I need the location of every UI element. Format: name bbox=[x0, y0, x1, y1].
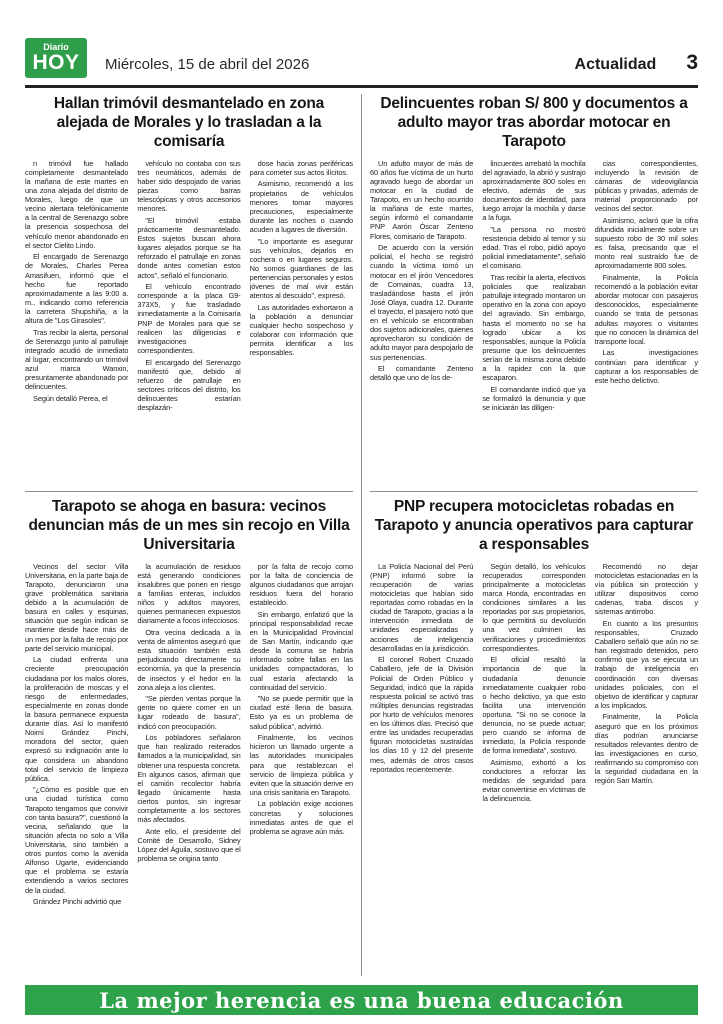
article-column bbox=[370, 159, 473, 488]
article-column bbox=[25, 562, 128, 973]
left-column-half bbox=[25, 92, 353, 976]
paragraph: El coronel Robert Cruzado Caballero, jefe de la División Policial de Orden Público y Seguridad, indicó que la rápida respuesta policial se activó tras múltiples denuncias registradas por hurto de vehículos menores en los últimos días. Precisó que entre las unidades recuperadas figuran motocicletas sustraídas los días 10 y 12 del presente mes, además de otros casos reportados recientemente. bbox=[370, 655, 474, 774]
article-column bbox=[595, 562, 698, 973]
right-column-half bbox=[370, 92, 698, 976]
paragraph: El comandante indicó que ya se formalizó la denuncia y que se iniciarán las diligen- bbox=[482, 384, 586, 413]
article-column bbox=[137, 562, 240, 973]
article-headline: Delincuentes roban S/ 800 y documentos a adulto mayor tras abordar motocar en Tarapoto bbox=[380, 95, 688, 150]
paragraph: Otra vecina dedicada a la venta de alimentos aseguró que esta situación también está perjudicando directamente su economía, ya que la presencia de insectos y el hedor en la zona aleja a los clientes. bbox=[137, 627, 241, 692]
paragraph: De acuerdo con la versión policial, el hecho se registró cuando la víctima tomó un motocar en el jirón Vencedores de Comainas, cuadra 13, trasladándose hasta el jirón José Olaya, cuadra 12. Durante el trayecto, el pasajero notó que en el vehículo se encontraban dos sujetos adicionales, quienes aprovecharon su condición de adulto mayor para despojarlo de sus pertenencias. bbox=[370, 243, 474, 362]
paragraph: Finalmente, los vecinos hicieron un llamado urgente a las autoridades municipales para que restablezcan el servicio de limpieza pública y eviten que la situación derive en una crisis sanitaria en Tarapoto. bbox=[249, 733, 353, 797]
articles-area bbox=[25, 92, 698, 976]
paragraph: Los pobladores señalaron que han realizado reiterados llamados a la municipalidad, sin obtener una respuesta concreta. En algunos casos, afirman que el camión recolector habría llegado únicamente hasta ciertos puntos, sin ingresar completamente a los sectores más afectados. bbox=[137, 733, 241, 825]
masthead bbox=[25, 0, 698, 85]
paragraph: Sin embargo, enfatizó que la principal responsabilidad recae en la Municipalidad Provincial de San Martín, indicando que desde la comuna se habría informado sobre fallas en las unidades compactadoras, lo cual estaría afectando la continuidad del servicio. bbox=[249, 609, 353, 692]
paragraph: "No se puede permitir que la ciudad esté llena de basura. Esto ya es un problema de salud pública", advirtió. bbox=[249, 694, 353, 731]
paragraph: "Lo importante es asegurar sus vehículos, dejarlos en cochera o en lugares seguros. No somos guardianes de las pertenencias personales y estos jóvenes de mal vivir están atentos al descuido", expresó. bbox=[249, 236, 353, 301]
paragraph: Un adulto mayor de más de 60 años fue víctima de un hurto agravado luego de abordar un motocar en la ciudad de Tarapoto, en un hecho ocurrido la mañana de este martes, según informó el comandante PNP Aarón Óscar Zenteno Flores, comisario de Tarapoto. bbox=[370, 158, 474, 241]
article-column bbox=[250, 159, 353, 488]
paragraph: Ante ello, el presidente del Comité de Desarrollo, Sidney López del Águila, sostuvo que el problema se origina tanto bbox=[137, 826, 241, 864]
page-number: 3 bbox=[686, 51, 698, 74]
paragraph: El oficial resaltó la importancia de que la ciudadanía denuncie inmediatamente cualquier robo o hecho delictivo, ya que esto facilita una intervención oportuna. "Si no se conoce la denuncia, no se puede actuar; pero cuando se informa de inmediato, la Policía responde de forma inmediata", sostuvo. bbox=[482, 655, 586, 756]
article-columns bbox=[370, 562, 698, 973]
paragraph: Según detalló Perea, el bbox=[33, 393, 108, 403]
center-column-rule bbox=[361, 94, 362, 976]
paragraph: En cuanto a los presuntos responsables, Cruzado Caballero señaló que aún no se han registrado detenidos, pero confirmó que ya se ejecuta un trabajo de inteligencia en coordinación con diversas unidades policiales, con el objetivo de identificar y capturar a los implicados. bbox=[594, 618, 698, 710]
article-column bbox=[595, 159, 698, 488]
paragraph: Vecinos del sector Villa Universitaria, en la parte baja de Tarapoto, denunciaron una grave problemática sanitaria debido a la acumulación de basura en calles y esquinas, situación que según indican se mantiene desde hace más de un mes por la falta de recojo por parte del servicio municipal. bbox=[25, 561, 129, 653]
paragraph: vehículo no contaba con sus tres neumáticos, además de haber sido despojado de varias piezas como barras telescópicas y otros accesorios menores. bbox=[137, 158, 241, 214]
article-column bbox=[482, 562, 585, 973]
paragraph: Asimismo, aclaró que la cifra difundida inicialmente sobre un supuesto robo de 30 mil soles es falsa, precisando que el monto real sustraído fue de aproximadamente 800 soles. bbox=[594, 215, 698, 271]
paragraph: Finalmente, la Policía aseguró que en los próximos días podrían anunciarse resultados relevantes dentro de las investigaciones en curso, reafirmando su compromiso con la seguridad ciudadana en la región San Martín. bbox=[594, 712, 698, 786]
article-column bbox=[250, 562, 353, 973]
logo-diario-text: Diario bbox=[43, 41, 69, 52]
paragraph: Finalmente, la Policía recomendó a la población evitar abordar motocar con pasajeros desconocidos, especialmente cuando se trata de personas adultas mayores o visitantes que no conocen la dinámica del transporte local. bbox=[594, 273, 698, 346]
paragraph: El comandante Zenteno detalló que uno de los de- bbox=[370, 364, 474, 383]
logo-hoy-text: HOY bbox=[32, 51, 80, 75]
article-headline: Tarapoto se ahoga en basura: vecinos denuncian más de un mes sin recojo en Villa Universitaria bbox=[28, 498, 350, 553]
paragraph: La ciudad enfrenta una creciente preocupación ciudadana por los malos olores, la proliferación de moscas y el riesgo de enfermedades, especialmente en zonas donde la basura permanece expuesta durante días. Así lo manifestó Noimí Grández Pinchi, moradora del sector, quien expresó su indignación ante lo que considera un abandono total del servicio de limpieza pública. bbox=[25, 655, 129, 783]
paragraph: cias correspondientes, incluyendo la revisión de cámaras de videovigilancia públicas y privadas, además de material proporcionado por vecinos del sector. bbox=[594, 158, 698, 214]
paragraph: "El trimóvil estaba prácticamente desmantelado. Estos sujetos buscan ahora lugares alejados porque se ha reforzado el patrullaje en zonas donde antes cometían estos actos", señaló el funcionario. bbox=[137, 215, 241, 280]
article-hallan-trimovil bbox=[25, 92, 353, 488]
section-title: Actualidad bbox=[574, 56, 657, 73]
hoy-logo bbox=[25, 38, 87, 78]
masthead-right bbox=[575, 51, 698, 78]
article-column bbox=[482, 159, 585, 488]
paragraph: Tras recibir la alerta, personal de Serenazgo junto al patrullaje integrado acudió de inmediato al lugar, encontrando un trimóvil azul marca Wanxin, presuntamente abandonado por delincuentes. bbox=[25, 327, 129, 392]
article-headline: Hallan trimóvil desmantelado en zona alejada de Morales y lo trasladan a la comisaría bbox=[53, 95, 325, 150]
article-column bbox=[370, 562, 473, 973]
article-columns bbox=[25, 562, 353, 973]
article-tarapoto-basura bbox=[25, 495, 353, 973]
paragraph: El encargado del Serenazgo manifestó que, debido al refuerzo de patrullaje en sectores críticos del distrito, los delincuentes estarían desplazán- bbox=[137, 357, 241, 413]
article-column bbox=[137, 159, 240, 488]
article-columns bbox=[370, 159, 698, 488]
paragraph: "¿Cómo es posible que en una ciudad turística como Tarapoto tengamos que convivir con tanta basura?", cuestionó la vecina, señalando que la situación afecta no solo a Villa Universitaria, sino también a otros puntos como la avenida Alfonso Ugarte, evidenciando que el problema se estaría extendiendo a varios sectores de la ciudad. bbox=[25, 785, 129, 895]
article-robo-motocar bbox=[370, 92, 698, 488]
paragraph: lincuentes arrebató la mochila del agraviado, la abrió y sustrajo aproximadamente 800 soles en efectivo, además de sus documentos de identidad, para luego arrojar la mochila y darse a la fuga. bbox=[482, 158, 586, 223]
paragraph: Según detalló, los vehículos recuperados corresponden principalmente a motocicletas marca Honda, encontradas en condiciones similares a las reportadas por sus propietarios, lo que permitirá su devolución una vez culminen las verificaciones y procedimientos correspondientes. bbox=[482, 561, 586, 653]
article-columns bbox=[25, 159, 353, 488]
article-divider bbox=[25, 491, 353, 492]
paragraph: La Policía Nacional del Perú (PNP) informó sobre la recuperación de varias motocicletas que habían sido reportadas como robadas en la ciudad de Tarapoto, gracias a la intervención inmediata de unidades especializadas y acciones de inteligencia desarrolladas en la jurisdicción. bbox=[370, 561, 474, 653]
article-pnp-motocicletas bbox=[370, 495, 698, 973]
paragraph: "Se pierden ventas porque la gente no quiere comer en un lugar rodeado de basura", indicó con preocupación. bbox=[137, 694, 241, 731]
paragraph: Grández Pinchi advirtió que bbox=[33, 897, 122, 907]
article-divider bbox=[370, 491, 698, 492]
article-column bbox=[25, 159, 128, 488]
paragraph: dose hacia zonas periféricas para cometer sus actos ilícitos. bbox=[249, 158, 353, 177]
bottom-slogan-banner bbox=[25, 985, 698, 1015]
paragraph: Recomendó no dejar motocicletas estacionadas en la vía pública sin protección y utilizar dispositivos como cadenas, traba discos y sistemas antirrobo. bbox=[594, 561, 698, 617]
paragraph: Tras recibir la alerta, efectivos policiales que realizaban patrullaje integrado montaron un operativo en la zona con apoyo del agraviado. Sin embargo, hasta el momento no se ha logrado ubicar a los responsables, aunque la Policía presume que los delincuentes serían de la misma zona debido a la rapidez con la que escaparon. bbox=[482, 273, 586, 383]
paragraph: La población exige acciones concretas y soluciones inmediatas antes de que el problema se agrave aún más. bbox=[249, 799, 353, 836]
paragraph: n trimóvil fue hallado completamente desmantelado la mañana de este martes en una zona alejada del distrito de Morales, luego de que un vecino alertara telefónicamente a la central de Serenazgo sobre la presencia sospechosa del vehículo menor abandonado en el sector Cielito Lindo. bbox=[25, 158, 129, 250]
paragraph: Las autoridades exhortaron a la población a denunciar cualquier hecho sospechoso y colaborar con información que permita identificar a los responsables. bbox=[249, 302, 353, 358]
paragraph: El encargado de Serenazgo de Morales, Charles Perea Amasifuen, informó que el hecho fue reportado aproximadamente a las 9:00 a. m., indicando como referencia la carretera Shupshiña, a la altura de "Los Girasoles". bbox=[25, 252, 129, 326]
article-headline: PNP recupera motocicletas robadas en Tarapoto y anuncia operativos para capturar a responsables bbox=[374, 498, 694, 553]
paragraph: Asimismo, exhortó a los conductores a reforzar las medidas de seguridad para evitar convertirse en víctimas de la delincuencia. bbox=[482, 758, 586, 804]
paragraph: Las investigaciones continúan para identificar y capturar a los responsables de este hecho delictivo. bbox=[594, 348, 698, 385]
paragraph: "La persona no mostró resistencia debido al temor y su edad. Tras el robo, pidió apoyo policial inmediatamente", señaló el comisario. bbox=[482, 224, 586, 271]
paragraph: la acumulación de residuos está generando condiciones insalubres que ponen en riesgo a familias enteras, incluidos niños y adultos mayores, quienes permanecen expuestos diariamente a focos infecciosos. bbox=[137, 561, 241, 626]
paragraph: Asimismo, recomendó a los propietarios de vehículos menores tomar mayores precauciones, especialmente durante las noches o cuando acuden a lugares de diversión. bbox=[249, 179, 353, 234]
paragraph: por la falta de recojo como por la falta de conciencia de algunos ciudadanos que arrojan residuos fuera del horario establecido. bbox=[249, 561, 353, 608]
paragraph: El vehículo encontrado corresponde a la placa G9-373X5, y fue trasladado inmediatamente a la Comisaría PNP de Morales para que se realicen las diligencias e investigaciones correspondientes. bbox=[137, 282, 241, 355]
masthead-rule bbox=[25, 85, 698, 88]
banner-text: La mejor herencia es una buena educación bbox=[99, 987, 624, 1013]
edition-date: Miércoles, 15 de abril del 2026 bbox=[105, 56, 310, 73]
